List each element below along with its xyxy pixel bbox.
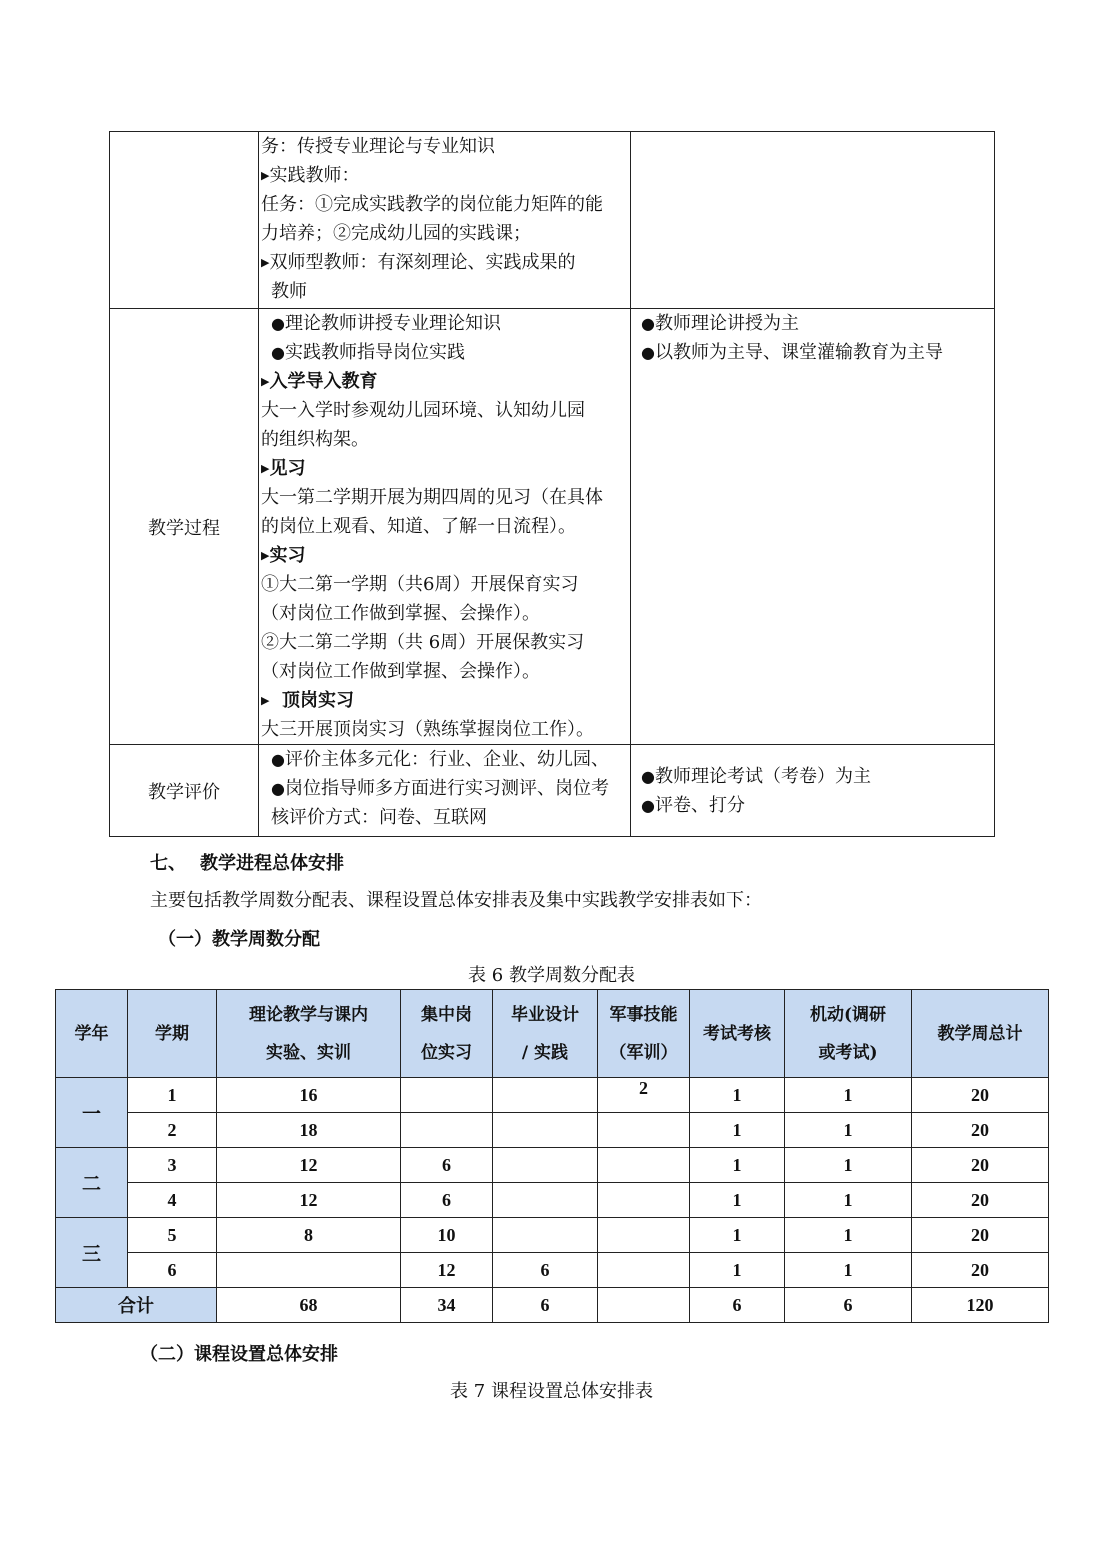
text-line: ▶实践教师： (261, 165, 360, 186)
cell-eval-content (259, 745, 631, 837)
subsection-heading-weeks: （一）教学周数分配 (158, 929, 320, 950)
table-cell (493, 1078, 598, 1113)
bullet-dot-icon: ● (641, 314, 655, 333)
header-cell: 理论教学与课内 实验、实训 (217, 990, 401, 1078)
table-cell: 20 (912, 1113, 1049, 1148)
table-row (56, 1183, 1049, 1218)
subsection-heading-courses: （二）课程设置总体安排 (140, 1344, 338, 1365)
text-line: ●教师理论讲授为主 (641, 313, 799, 334)
triangle-bullet-icon: ▶ (261, 169, 270, 182)
table-cell (493, 1183, 598, 1218)
table-cell: 20 (912, 1148, 1049, 1183)
section-title: 教学进程总体安排 (200, 853, 344, 874)
table-cell: 1 (690, 1113, 785, 1148)
header-cell: 机动(调研 或考试) (785, 990, 912, 1078)
table-row (56, 1113, 1049, 1148)
teaching-weeks-table (55, 989, 1049, 1323)
table-cell (493, 1218, 598, 1253)
table-cell: 6 (785, 1288, 912, 1323)
table-cell: 6 (690, 1288, 785, 1323)
table-cell: 10 (401, 1218, 493, 1253)
table-cell: 8 (217, 1218, 401, 1253)
teaching-mode-table (109, 131, 995, 837)
year-cell: 二 (56, 1148, 128, 1218)
table-cell: 1 (690, 1183, 785, 1218)
table-row (56, 1253, 1049, 1288)
text-line: 任务：①完成实践教学的岗位能力矩阵的能 (261, 194, 603, 215)
table-cell (217, 1253, 401, 1288)
table-cell: 12 (401, 1253, 493, 1288)
table-cell: 18 (217, 1113, 401, 1148)
table-cell: 4 (128, 1183, 217, 1218)
table-caption-7: 表 7 课程设置总体安排表 (450, 1381, 653, 1402)
bullet-dot-icon: ● (271, 314, 285, 333)
text-line: （对岗位工作做到掌握、会操作）。 (261, 661, 540, 682)
table-cell: 6 (493, 1253, 598, 1288)
text-line: ②大二第二学期（共 6周）开展保教实习 (261, 632, 585, 653)
bullet-dot-icon: ● (271, 750, 285, 769)
header-cell: 学年 (56, 990, 128, 1078)
text-line: 核评价方式：问卷、互联网 (271, 807, 487, 828)
text-heading: ▶ 顶岗实习 (261, 690, 355, 711)
table-cell: 68 (217, 1288, 401, 1323)
table-cell: 5 (128, 1218, 217, 1253)
table-cell (598, 1218, 690, 1253)
table-cell (493, 1148, 598, 1183)
table-cell: 34 (401, 1288, 493, 1323)
text-line: ●评价主体多元化：行业、企业、幼儿园、 (271, 749, 609, 770)
table-caption-6: 表 6 教学周数分配表 (468, 965, 635, 986)
section-heading (150, 849, 344, 875)
table-cell: 6 (128, 1253, 217, 1288)
triangle-bullet-icon: ▶ (261, 549, 270, 562)
intro-paragraph: 主要包括教学周数分配表、课程设置总体安排表及集中实践教学安排表如下： (150, 890, 762, 911)
table-cell: 1 (690, 1253, 785, 1288)
table-cell (598, 1253, 690, 1288)
total-label: 合计 (56, 1288, 217, 1323)
table-cell: 6 (493, 1288, 598, 1323)
table-cell (401, 1113, 493, 1148)
table-cell: 12 (217, 1148, 401, 1183)
table-cell: 12 (217, 1183, 401, 1218)
cell-empty (631, 132, 995, 309)
cell-teachers-content (259, 132, 631, 309)
text-line: 大一第二学期开展为期四周的见习（在具体 (261, 487, 603, 508)
header-cell: 教学周总计 (912, 990, 1049, 1078)
table-cell: 2 (598, 1078, 690, 1113)
table-cell: 20 (912, 1078, 1049, 1113)
triangle-bullet-icon: ▶ (261, 256, 270, 269)
text-line: ●评卷、打分 (641, 794, 745, 816)
text-line: 大一入学时参观幼儿园环境、认知幼儿园 (261, 400, 585, 421)
triangle-bullet-icon: ▶ (261, 375, 270, 388)
text-line: 的组织构架。 (261, 429, 369, 450)
text-line: 大三开展顶岗实习（熟练掌握岗位工作）。 (261, 719, 594, 740)
text-line: 教师 (271, 281, 307, 302)
row-teaching-evaluation (110, 745, 995, 837)
bullet-dot-icon: ● (271, 779, 285, 798)
text-line: ①大二第一学期（共6周）开展保育实习 (261, 574, 579, 595)
text-heading: ▶入学导入教育 (261, 371, 378, 392)
header-cell: 军事技能 （军训） (598, 990, 690, 1078)
table-cell: 16 (217, 1078, 401, 1113)
table-cell: 1 (785, 1218, 912, 1253)
bullet-dot-icon: ● (641, 795, 655, 815)
row-teaching-process (110, 309, 995, 745)
table-cell: 6 (401, 1183, 493, 1218)
text-line: ●实践教师指导岗位实践 (271, 342, 465, 363)
table-cell: 1 (690, 1148, 785, 1183)
table-row (56, 1218, 1049, 1253)
text-line: ●岗位指导师多方面进行实习测评、岗位考 (271, 778, 609, 799)
table-cell (598, 1148, 690, 1183)
header-cell: 考试考核 (690, 990, 785, 1078)
text-line: 的岗位上观看、知道、了解一日流程）。 (261, 516, 576, 537)
table-cell: 20 (912, 1218, 1049, 1253)
table-cell: 1 (785, 1113, 912, 1148)
triangle-bullet-icon: ▶ (261, 694, 270, 707)
table-cell (598, 1183, 690, 1218)
table-cell: 1 (690, 1218, 785, 1253)
header-row (56, 990, 1049, 1078)
header-cell: 学期 (128, 990, 217, 1078)
total-row (56, 1288, 1049, 1323)
text-line: ●理论教师讲授专业理论知识 (271, 313, 501, 334)
table-cell: 2 (128, 1113, 217, 1148)
table-cell: 3 (128, 1148, 217, 1183)
label-teaching-process: 教学过程 (110, 309, 259, 745)
text-line: ▶双师型教师：有深刻理论、实践成果的 (261, 252, 576, 273)
table-cell: 1 (690, 1078, 785, 1113)
text-line: 务：传授专业理论与专业知识 (261, 136, 495, 157)
cell-process-content (259, 309, 631, 745)
year-cell: 三 (56, 1218, 128, 1288)
text-line: ●教师理论考试（考卷）为主 (641, 765, 871, 787)
table-row (56, 1148, 1049, 1183)
cell-eval-mode (631, 745, 995, 837)
table-cell: 6 (401, 1148, 493, 1183)
header-cell: 集中岗 位实习 (401, 990, 493, 1078)
table-cell: 1 (128, 1078, 217, 1113)
bullet-dot-icon: ● (641, 343, 655, 362)
table-cell: 1 (785, 1148, 912, 1183)
table-row (56, 1078, 1049, 1113)
table-cell: 1 (785, 1253, 912, 1288)
table-cell: 20 (912, 1253, 1049, 1288)
table-cell (598, 1288, 690, 1323)
table-cell (598, 1113, 690, 1148)
header-cell: 毕业设计 / 实践 (493, 990, 598, 1078)
year-cell: 一 (56, 1078, 128, 1148)
table-cell (493, 1113, 598, 1148)
table-cell: 20 (912, 1183, 1049, 1218)
cell-process-mode (631, 309, 995, 745)
table-cell: 120 (912, 1288, 1049, 1323)
label-teaching-evaluation: 教学评价 (110, 745, 259, 837)
text-line: ●以教师为主导、课堂灌输教育为主导 (641, 342, 943, 363)
cell-label-empty (110, 132, 259, 309)
table-cell: 1 (785, 1078, 912, 1113)
text-line: 力培养；②完成幼儿园的实践课； (261, 223, 531, 244)
section-number: 七、 (150, 853, 186, 874)
text-heading: ▶见习 (261, 458, 306, 479)
bullet-dot-icon: ● (641, 766, 655, 786)
text-line: （对岗位工作做到掌握、会操作）。 (261, 603, 540, 624)
text-heading: ▶实习 (261, 545, 306, 566)
bullet-dot-icon: ● (271, 343, 285, 362)
row-teachers (110, 132, 995, 309)
table-cell (401, 1078, 493, 1113)
triangle-bullet-icon: ▶ (261, 462, 270, 475)
table-cell: 1 (785, 1183, 912, 1218)
